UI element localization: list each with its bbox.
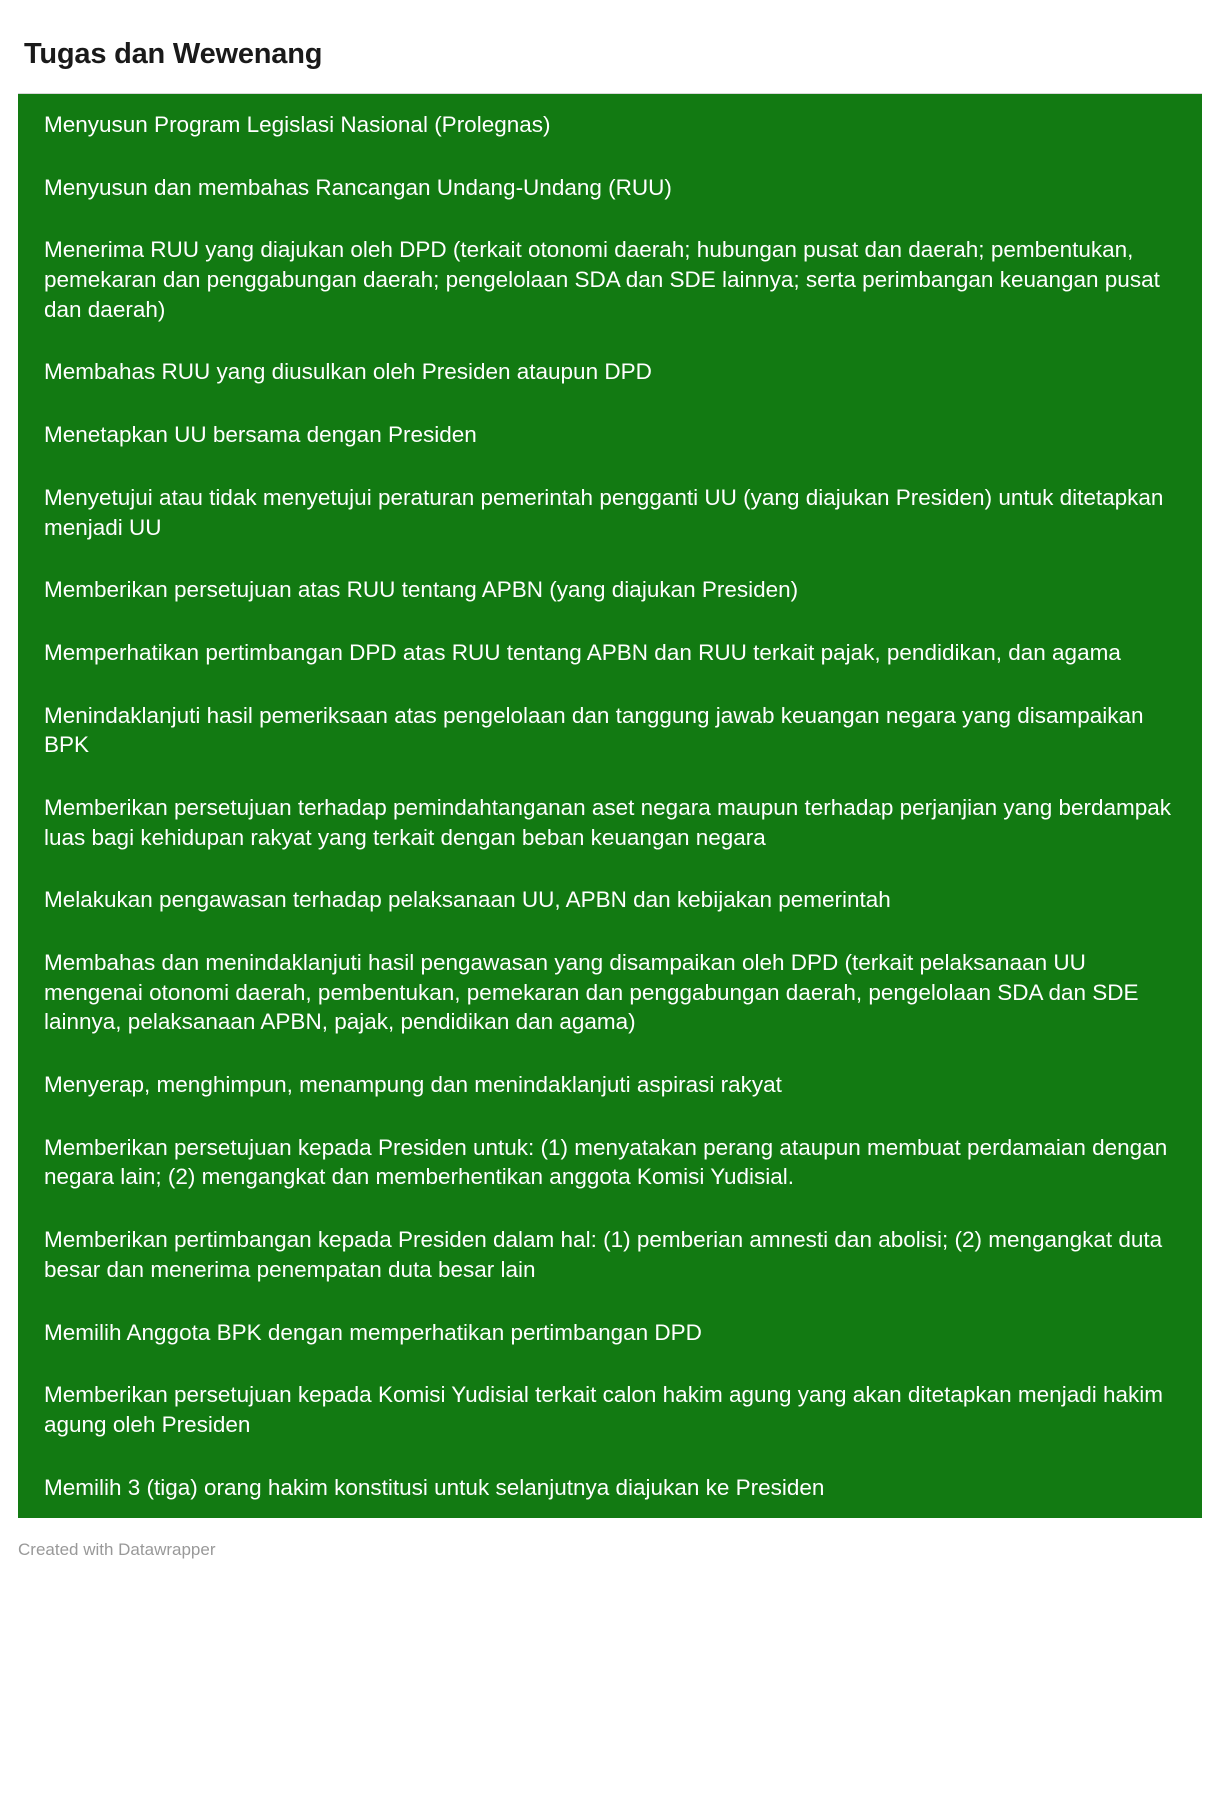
table-cell-text: Membahas dan menindaklanjuti hasil pengawasan yang disampaikan oleh DPD (terkait pelaksanaan UU mengenai otonomi daerah, pembentukan, pemekaran dan penggabungan daerah, pengelolaan SDA dan SDE lainnya, pelaksanaan APBN, pajak, pendidikan dan agama) bbox=[44, 950, 1139, 1035]
table-row bbox=[18, 1208, 1202, 1300]
table-cell-text: Menyerap, menghimpun, menampung dan menindaklanjuti aspirasi rakyat bbox=[44, 1072, 782, 1098]
table-row bbox=[18, 868, 1202, 931]
table-cell-text: Memberikan pertimbangan kepada Presiden dalam hal: (1) pemberian amnesti dan abolisi; (2) mengangkat duta besar dan menerima penempatan duta besar lain bbox=[44, 1227, 1163, 1282]
table-cell-text: Melakukan pengawasan terhadap pelaksanaan UU, APBN dan kebijakan pemerintah bbox=[44, 887, 891, 913]
table-row bbox=[18, 218, 1202, 340]
table-cell-text: Menyetujui atau tidak menyetujui peraturan pemerintah pengganti UU (yang diajukan Presiden) untuk ditetapkan menjadi UU bbox=[44, 484, 1164, 540]
tugas-dan-wewenang-table bbox=[18, 93, 1202, 1518]
table-cell-text: Menyusun dan membahas Rancangan Undang-Undang (RUU) bbox=[44, 174, 672, 200]
table-row bbox=[18, 776, 1202, 868]
table-cell-text: Membahas RUU yang diusulkan oleh Presiden ataupun DPD bbox=[44, 359, 652, 385]
table-row bbox=[18, 931, 1202, 1053]
table-row bbox=[18, 621, 1202, 684]
table-row bbox=[18, 1053, 1202, 1116]
datawrapper-credit[interactable]: Created with Datawrapper bbox=[0, 1518, 1220, 1580]
table-row bbox=[18, 684, 1202, 776]
table-cell-text: Memberikan persetujuan terhadap pemindahtanganan aset negara maupun terhadap perjanjian yang berdampak luas bagi kehidupan rakyat yang terkait dengan beban keuangan negara bbox=[44, 794, 1172, 850]
table-row bbox=[18, 466, 1202, 558]
table-cell-text: Memilih Anggota BPK dengan memperhatikan pertimbangan DPD bbox=[44, 1319, 702, 1345]
table-row bbox=[18, 1456, 1202, 1519]
table-cell-text: Memberikan persetujuan kepada Presiden untuk: (1) menyatakan perang ataupun membuat perdamaian dengan negara lain; (2) mengangkat dan memberhentikan anggota Komisi Yudisial. bbox=[44, 1134, 1168, 1190]
table-cell-text: Memberikan persetujuan atas RUU tentang APBN (yang diajukan Presiden) bbox=[44, 577, 799, 603]
table-row bbox=[18, 156, 1202, 219]
table-cell-text: Menerima RUU yang diajukan oleh DPD (terkait otonomi daerah; hubungan pusat dan daerah; pembentukan, pemekaran dan penggabungan daerah; pengelolaan SDA dan SDE lainnya; serta perimbangan keuangan pusat dan daerah) bbox=[44, 237, 1160, 322]
table-row bbox=[18, 340, 1202, 403]
table-cell-text: Menyusun Program Legislasi Nasional (Prolegnas) bbox=[44, 112, 551, 137]
page-title: Tugas dan Wewenang bbox=[24, 38, 323, 70]
table-row bbox=[18, 94, 1202, 156]
table-row bbox=[18, 1116, 1202, 1208]
table-cell-text: Memilih 3 (tiga) orang hakim konstitusi untuk selanjutnya diajukan ke Presiden bbox=[44, 1474, 825, 1500]
table-cell-text: Memberikan persetujuan kepada Komisi Yudisial terkait calon hakim agung yang akan ditetapkan menjadi hakim agung oleh Presiden bbox=[44, 1382, 1163, 1437]
table-row bbox=[18, 1363, 1202, 1455]
table-row bbox=[18, 1301, 1202, 1364]
table-row bbox=[18, 558, 1202, 621]
table-cell-text: Menindaklanjuti hasil pemeriksaan atas pengelolaan dan tanggung jawab keuangan negara yang disampaikan BPK bbox=[44, 702, 1144, 758]
table-row bbox=[18, 403, 1202, 466]
table-cell-text: Memperhatikan pertimbangan DPD atas RUU tentang APBN dan RUU terkait pajak, pendidikan, dan agama bbox=[44, 639, 1121, 665]
table-cell-text: Menetapkan UU bersama dengan Presiden bbox=[44, 422, 477, 448]
